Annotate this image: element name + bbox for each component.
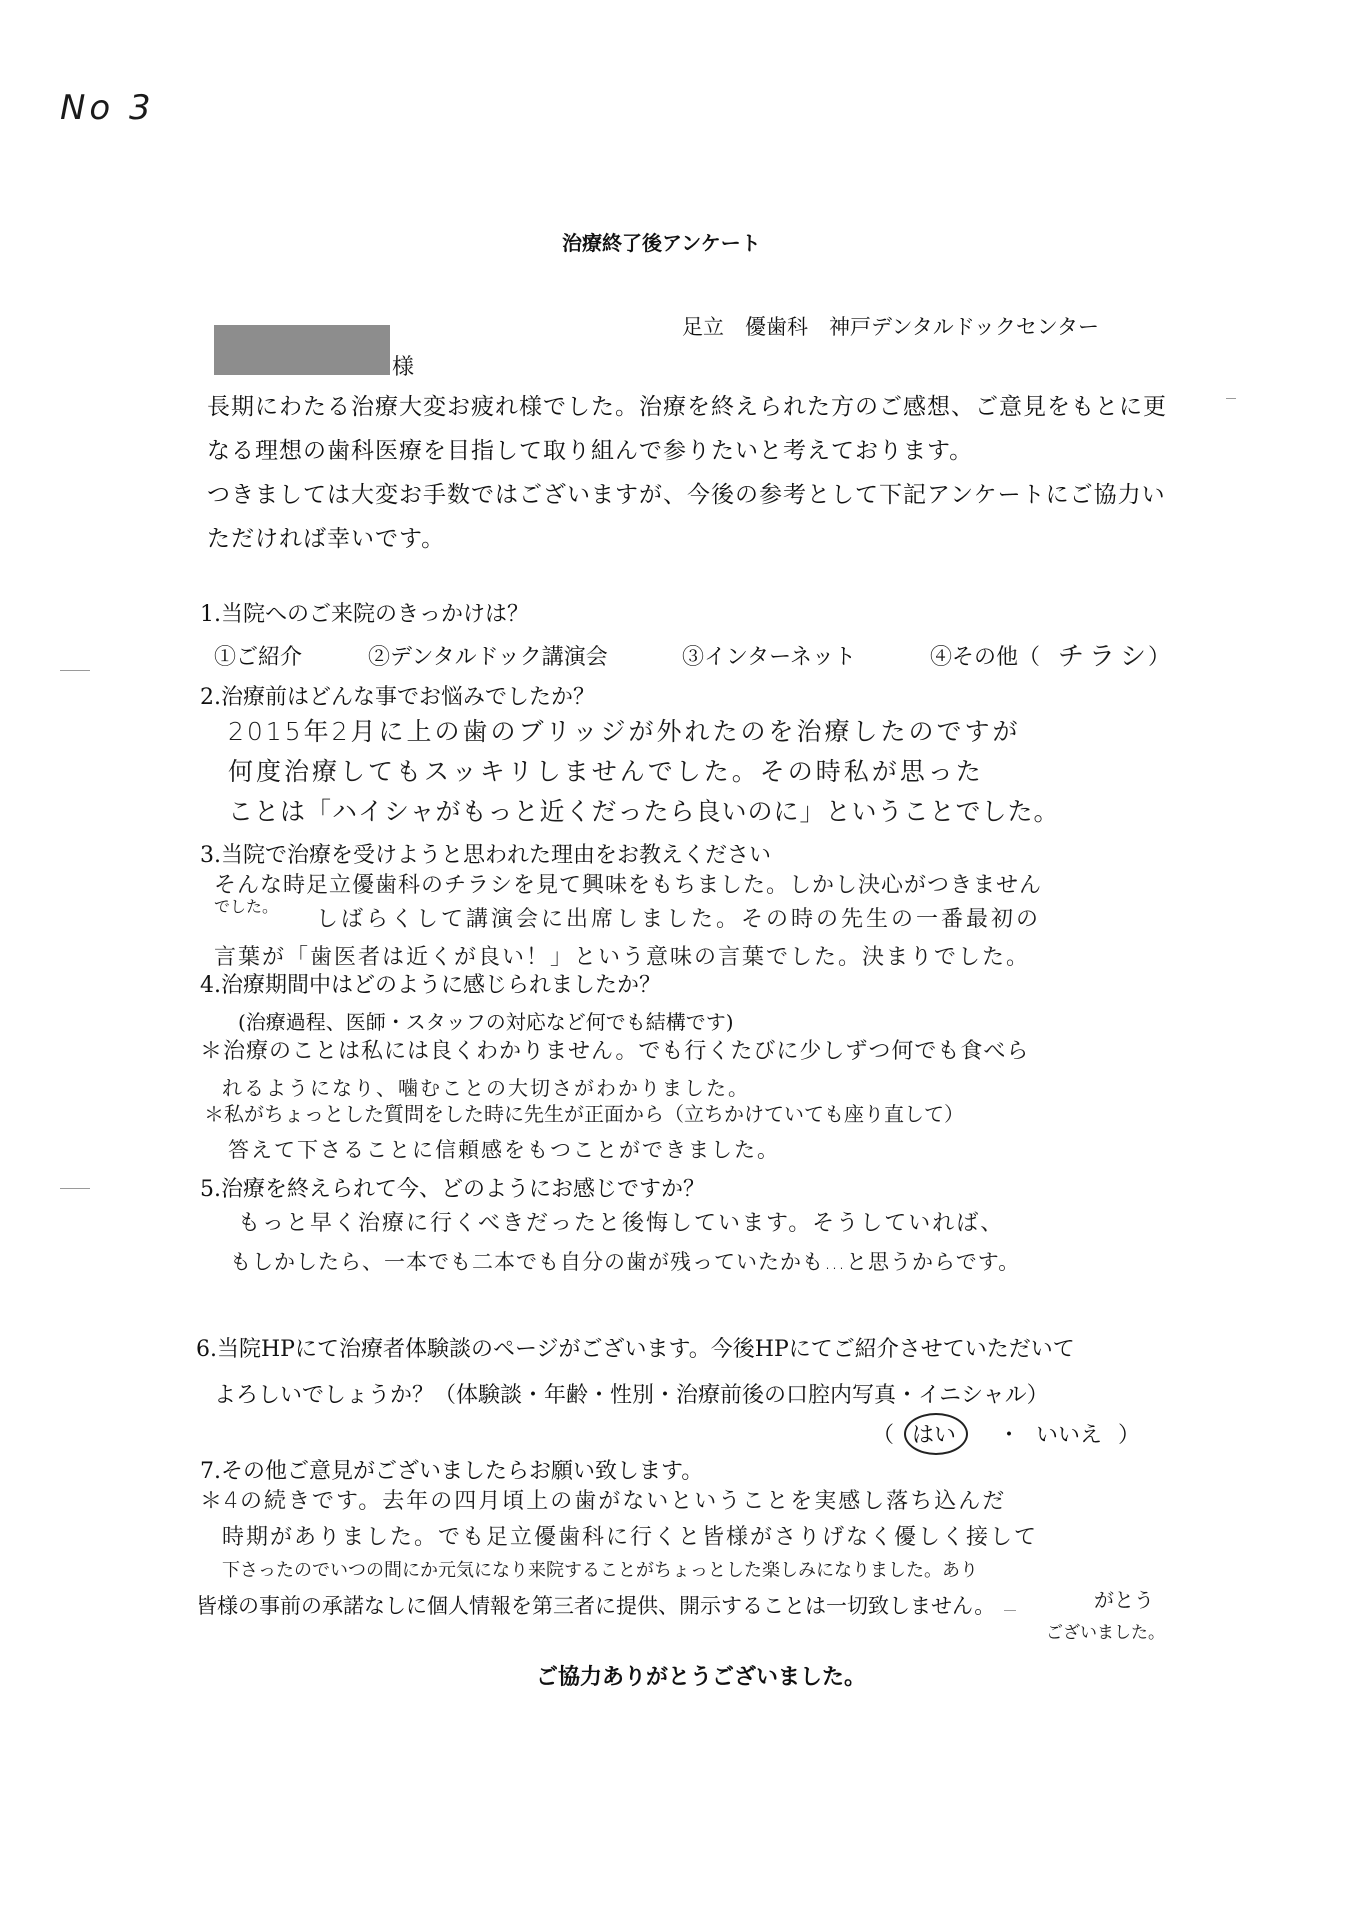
- q7-answer-line: ＊4の続きです。去年の四月頃上の歯がないということを実感し落ち込んだ: [200, 1489, 1007, 1514]
- q4-answer-line: れるようになり、噛むことの大切さがわかりました。: [222, 1076, 750, 1100]
- q7-answer-line: がとう: [1094, 1588, 1154, 1612]
- question-1: 1.当院へのご来院のきっかけは？: [200, 602, 529, 627]
- thanks-message: ご協力ありがとうございました。: [536, 1664, 867, 1690]
- q1-close-paren: ）: [1148, 645, 1171, 670]
- q3-answer-line: でした。: [214, 897, 279, 916]
- scan-mark: [1004, 1610, 1016, 1611]
- q7-answer-line: 時期がありました。でも足立優歯科に行くと皆様がさりげなく優しく接して: [222, 1525, 1039, 1550]
- q3-answer-line: しばらくして講演会に出席しました。その時の先生の一番最初の: [316, 907, 1042, 932]
- question-7: 7.その他ご意見がございましたらお願い致します。: [200, 1459, 704, 1484]
- question-2: 2.治療前はどんな事でお悩みでしたか？: [200, 685, 595, 710]
- q6-open-paren: （: [872, 1423, 895, 1448]
- q2-answer-line: ことは「ハイシャがもっと近くだったら良いのに」ということでした。: [228, 797, 1060, 826]
- q7-answer-line: ございました。: [1046, 1623, 1165, 1643]
- page-number: No 3: [60, 88, 155, 128]
- q1-option-internet: ③インターネット: [682, 645, 857, 670]
- q5-answer-line: もしかしたら、一本でも二本でも自分の歯が残っていたかも…と思うからです。: [230, 1250, 1021, 1274]
- clinic-name: 足立 優歯科 神戸デンタルドックセンター: [682, 315, 1100, 339]
- q3-answer-line: 言葉が「歯医者は近くが良い！」という意味の言葉でした。決まりでした。: [214, 945, 1031, 970]
- q6-yes-option: はい: [912, 1423, 957, 1448]
- page-title: 治療終了後アンケート: [562, 231, 761, 255]
- q4-note: (治療過程、医師・スタッフの対応など何でも結構です): [238, 1010, 734, 1034]
- scan-mark: [1226, 398, 1236, 399]
- question-6-line1: 6.当院HPにて治療者体験談のページがございます。今後HPにてご紹介させていただいて: [196, 1337, 1075, 1362]
- intro-line: ただければ幸いです。: [207, 526, 446, 552]
- q2-answer-line: 2015年2月に上の歯のブリッジが外れたのを治療したのですが: [228, 717, 1021, 746]
- q6-close-paren: ）: [1118, 1423, 1141, 1448]
- q4-answer-line: ＊治療のことは私には良くわかりません。でも行くたびに少しずつ何でも食べら: [200, 1039, 1030, 1064]
- q1-option-referral: ①ご紹介: [214, 645, 303, 670]
- q6-separator: ・: [998, 1423, 1021, 1448]
- scan-mark: [60, 1188, 90, 1189]
- q7-answer-line: 下さったのでいつの間にか元気になり来院することがちょっとした楽しみになりました。あり: [222, 1560, 978, 1581]
- redacted-name: [214, 325, 390, 375]
- question-4: 4.治療期間中はどのように感じられましたか？: [200, 973, 661, 998]
- question-6-line2: よろしいでしょうか？（体験談・年齢・性別・治療前後の口腔内写真・イニシャル）: [214, 1383, 1049, 1408]
- q6-no-option: いいえ: [1036, 1423, 1103, 1448]
- q4-answer-line: 答えて下さることに信頼感をもつことができました。: [228, 1138, 780, 1162]
- intro-line: つきましては大変お手数ではございますが、今後の参考として下記アンケートにご協力い: [207, 482, 1166, 508]
- intro-line: 長期にわたる治療大変お疲れ様でした。治療を終えられた方のご感想、ご意見をもとに更: [207, 394, 1167, 420]
- question-3: 3.当院で治療を受けようと思われた理由をお教えください: [200, 843, 771, 868]
- q1-other-answer: チラシ: [1058, 642, 1152, 672]
- q4-answer-line: ＊私がちょっとした質問をした時に先生が正面から（立ちかけていても座り直して）: [204, 1102, 964, 1126]
- privacy-notice: 皆様の事前の承諾なしに個人情報を第三者に提供、開示することは一切致しません。: [196, 1594, 996, 1618]
- recipient-suffix: 様: [392, 355, 415, 380]
- scan-mark: [60, 670, 90, 671]
- q1-option-other: ④その他（: [930, 645, 1041, 670]
- q5-answer-line: もっと早く治療に行くべきだったと後悔しています。そうしていれば、: [238, 1211, 1005, 1236]
- q1-option-lecture: ②デンタルドック講演会: [368, 645, 608, 670]
- question-5: 5.治療を終えられて今、どのようにお感じですか？: [200, 1177, 705, 1202]
- q3-answer-line: そんな時足立優歯科のチラシを見て興味をもちました。しかし決心がつきません: [214, 873, 1043, 898]
- intro-line: なる理想の歯科医療を目指して取り組んで参りたいと考えております。: [207, 438, 974, 464]
- q2-answer-line: 何度治療してもスッキリしませんでした。その時私が思った: [228, 757, 984, 786]
